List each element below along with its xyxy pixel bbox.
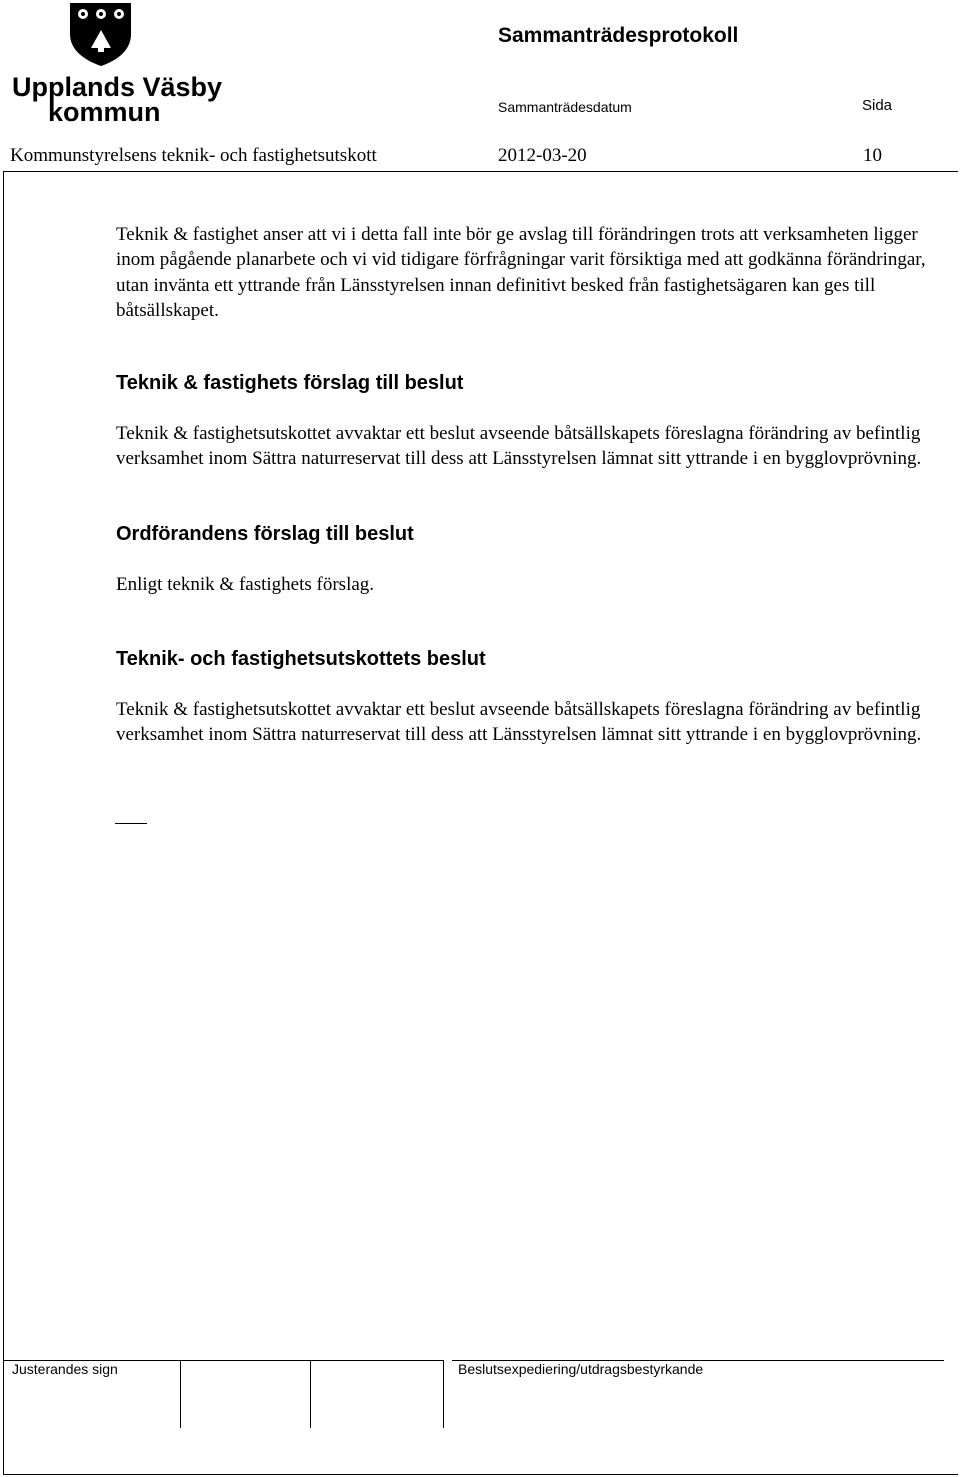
protocol-body (116, 222, 946, 748)
logo-line2: kommun (48, 97, 161, 127)
frame-left-border (3, 171, 4, 1474)
section-text: Teknik & fastighetsutskottet avvaktar ett beslut avseende båtsällskapets föreslagna förändring av befintlig verksamhet inom Sättra naturreservat till dess att Länsstyrelsen lämnat sitt yttrande i en bygglovprövning. (116, 423, 922, 470)
section-heading: Ordförandens förslag till beslut (116, 522, 414, 545)
logo-line1: Upplands Väsby (12, 72, 223, 102)
frame-top-border (3, 171, 958, 172)
page-label: Sida (862, 97, 893, 114)
sign-box-divider (310, 1360, 311, 1428)
frame-bottom-border (3, 1474, 958, 1475)
intro-paragraph: Teknik & fastighet anser att vi i detta fall inte bör ge avslag till förändringen trots att verksamheten ligger inom pågående planarbete och vi vid tidigare förfrågningar varit försiktiga med att godkänna förändringar, utan invänta ett yttrande från Länsstyrelsen innan definitivt besked från fastighetsägaren kan ges till båtsällskapet. (116, 224, 926, 321)
section-heading: Teknik & fastighets förslag till beslut (116, 372, 464, 395)
coat-of-arms-icon (70, 3, 131, 66)
sign-box-divider (443, 1360, 444, 1428)
sign-box-divider (180, 1360, 181, 1428)
page-number: 10 (863, 145, 882, 166)
section-heading: Teknik- och fastighetsutskottets beslut (116, 648, 486, 671)
section-text: Enligt teknik & fastighets förslag. (116, 573, 375, 595)
sign-label: Justerandes sign (12, 1361, 118, 1377)
end-rule (115, 823, 147, 824)
expedition-label: Beslutsexpediering/utdragsbestyrkande (458, 1361, 704, 1377)
document-type: Sammanträdesprotokoll (498, 24, 739, 47)
section-text: Teknik & fastighetsutskottet avvaktar ett beslut avseende båtsällskapets föreslagna förändring av befintlig verksamhet inom Sättra naturreservat till dess att Länsstyrelsen lämnat sitt yttrande i en bygglovprövning. (116, 699, 922, 746)
municipality-logo (8, 2, 223, 127)
committee-name: Kommunstyrelsens teknik- och fastighetsutskott (10, 145, 377, 166)
meeting-date-label: Sammanträdesdatum (498, 99, 632, 115)
meeting-date: 2012-03-20 (498, 145, 587, 166)
